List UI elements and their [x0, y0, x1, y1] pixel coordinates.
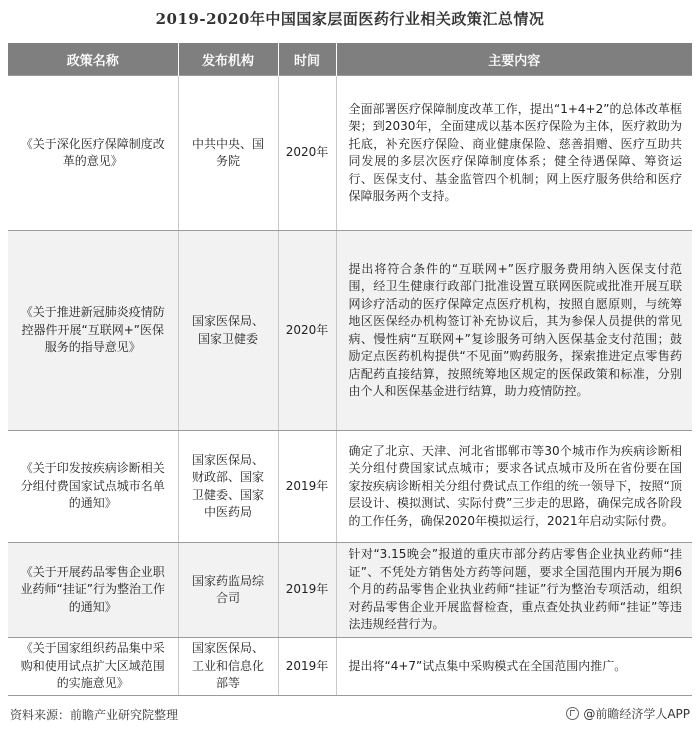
content-cell: 提出将符合条件的“互联网+”医疗服务费用纳入医保支付范围，经卫生健康行政部门批准设置互联网医院或批准开展互联网诊疗活动的医疗保障定点医疗机构，按照自愿原则，与统筹地区医保经办机构签订补充协议后，其为参保人员提供的常见病、慢性病“互联网+”复诊服务可纳入医保基金支付范围；鼓励定点医药机构提供“不见面”购药服务，探索推进定点零售药店配药直接结算，按照统筹地区规定的医保政策和标准，分别由个人和医保基金进行结算，助力疫情防控。	[336, 231, 692, 431]
publisher-cell: 国家医保局、工业和信息化部等	[178, 638, 278, 696]
content-cell: 全面部署医疗保障制度改革工作，提出“1+4+2”的总体改革框架；到2030年，全面建成以基本医疗保险为主体，医疗救助为托底，补充医疗保险、商业健康保险、慈善捐赠、医疗互助共同发展的多层次医疗保障制度体系；健全待遇保障、筹资运行、医保支付、基金监管四个机制；网上医疗服务供给和医疗保障服务两个支持。	[336, 76, 692, 231]
publisher-cell: 国家医保局、财政部、国家卫健委、国家中医药局	[178, 431, 278, 543]
table-row	[8, 431, 692, 543]
table-header-row	[8, 43, 692, 76]
time-cell: 2019年	[278, 638, 336, 696]
content-cell: 确定了北京、天津、河北省邯郸市等30个城市作为疾病诊断相关分组付费国家试点城市；要求各试点城市及所在省份要在国家按疾病诊断相关分组付费试点工作组的统一领导下，按照“顶层设计、模拟测试、实际付费”三步走的思路，确保完成各阶段的工作任务，确保2020年模拟运行，2021年启动实际付费。	[336, 431, 692, 543]
table-row	[8, 638, 692, 696]
policy-table	[8, 43, 692, 696]
header-publisher: 发布机构	[178, 43, 278, 76]
source-note: 资料来源：前瞻产业研究院整理	[10, 708, 179, 722]
header-main-content: 主要内容	[336, 43, 692, 76]
policy-name-cell: 《关于国家组织药品集中采购和使用试点扩大区域范围的实施意见》	[8, 638, 178, 696]
time-cell: 2020年	[278, 76, 336, 231]
time-cell: 2020年	[278, 231, 336, 431]
content-cell: 针对“3.15晚会”报道的重庆市部分药店零售企业执业药师“挂证”、不凭处方销售处方药等问题，要求全国范围内开展为期6个月的药品零售企业执业药师“挂证”行为整治专项活动，组织对药品零售企业开展监督检查，重点查处执业药师“挂证”等违法违规经营行为。	[336, 543, 692, 638]
table-row	[8, 231, 692, 431]
table-row	[8, 543, 692, 638]
publisher-cell: 中共中央、国务院	[178, 76, 278, 231]
brand-credit-text: @前瞻经济学人APP	[583, 707, 690, 721]
policy-name-cell: 《关于印发按疾病诊断相关分组付费国家试点城市名单的通知》	[8, 431, 178, 543]
policy-name-cell: 《关于推进新冠肺炎疫情防控器件开展“互联网+”医保服务的指导意见》	[8, 231, 178, 431]
header-policy-name: 政策名称	[8, 43, 178, 76]
content-cell: 提出将“4+7”试点集中采购模式在全国范围内推广。	[336, 638, 692, 696]
publisher-cell: 国家药监局综合司	[178, 543, 278, 638]
qianzhan-logo-icon	[566, 707, 579, 720]
header-time: 时间	[278, 43, 336, 76]
brand-credit	[566, 705, 690, 722]
time-cell: 2019年	[278, 543, 336, 638]
table-row	[8, 76, 692, 231]
page-title: 2019-2020年中国国家层面医药行业相关政策汇总情况	[155, 10, 545, 28]
time-cell: 2019年	[278, 431, 336, 543]
policy-name-cell: 《关于深化医疗保障制度改革的意见》	[8, 76, 178, 231]
policy-name-cell: 《关于开展药品零售企业职业药师“挂证”行为整治工作的通知》	[8, 543, 178, 638]
publisher-cell: 国家医保局、国家卫健委	[178, 231, 278, 431]
